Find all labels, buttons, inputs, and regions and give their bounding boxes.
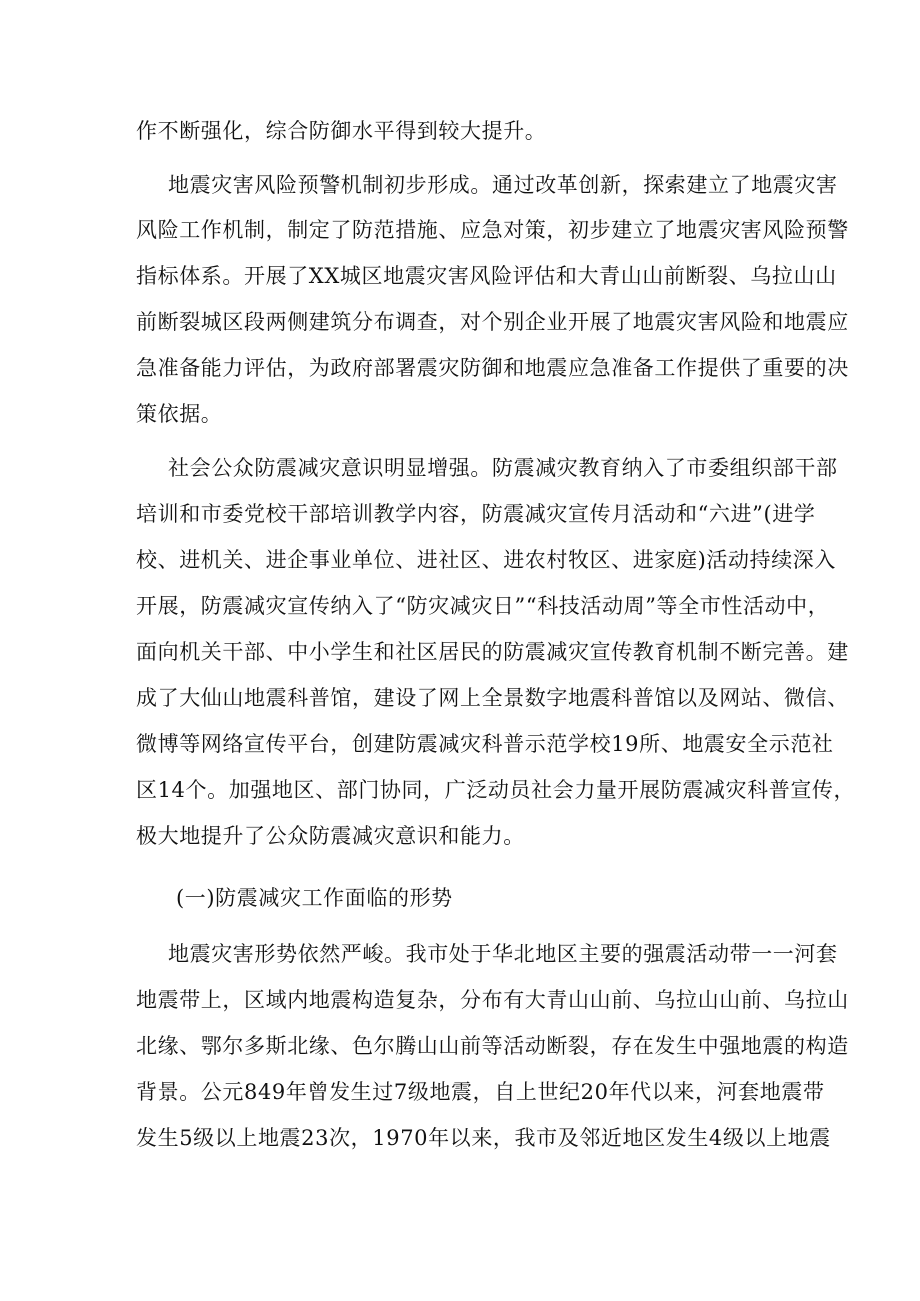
section-heading: (一)防震减灾工作面临的形势 [176,886,453,910]
paragraph-line: 培训和市委党校干部培训教学内容，防震减灾宣传月活动和“六进”(进学 [136,502,816,526]
paragraph-line: 发生5级以上地震23次，1970年以来，我市及邻近地区发生4级以上地震 [136,1126,831,1150]
paragraph-line: 校、进机关、进企事业单位、进社区、进农村牧区、进家庭)活动持续深入 [136,548,836,572]
paragraph-line: 急准备能力评估，为政府部署震灾防御和地震应急准备工作提供了重要的决 [136,356,849,380]
paragraph-line: 背景。公元849年曾发生过7级地震，自上世纪20年代以来，河套地震带 [136,1080,825,1104]
paragraph-line: 地震灾害形势依然严峻。我市处于华北地区主要的强震活动带一一河套 [168,942,838,966]
paragraph-line: 风险工作机制，制定了防范措施、应急对策，初步建立了地震灾害风险预警 [136,218,849,242]
paragraph-line: 微博等网络宣传平台，创建防震减灾科普示范学校19所、地震安全示范社 [136,732,834,756]
paragraph-line: 区14个。加强地区、部门协同，广泛动员社会力量开展防震减灾科普宣传， [136,778,856,802]
paragraph-line: 指标体系。开展了XX城区地震灾害风险评估和大青山山前断裂、乌拉山山 [136,264,837,288]
paragraph-line: 成了大仙山地震科普馆，建设了网上全景数字地震科普馆以及网站、微信、 [136,686,849,710]
paragraph-line: 面向机关干部、中小学生和社区居民的防震减灾宣传教育机制不断完善。建 [136,640,849,664]
paragraph-line: 开展，防震减灾宣传纳入了“防灾减灾日”“科技活动周”等全市性活动中， [136,594,830,618]
paragraph-line: 地震灾害风险预警机制初步形成。通过改革创新，探索建立了地震灾害 [168,173,838,197]
paragraph-line: 作不断强化，综合防御水平得到较大提升。 [136,119,547,143]
paragraph-line: 北缘、鄂尔多斯北缘、色尔腾山山前等活动断裂，存在发生中强地震的构造 [136,1034,849,1058]
paragraph-line: 社会公众防震减灾意识明显增强。防震减灾教育纳入了市委组织部干部 [168,456,838,480]
paragraph-line: 策依据。 [136,402,223,426]
paragraph-line: 极大地提升了公众防震减灾意识和能力。 [136,824,525,848]
paragraph-line: 前断裂城区段两侧建筑分布调查，对个别企业开展了地震灾害风险和地震应 [136,310,849,334]
paragraph-line: 地震带上，区域内地震构造复杂，分布有大青山山前、乌拉山山前、乌拉山 [136,988,849,1012]
